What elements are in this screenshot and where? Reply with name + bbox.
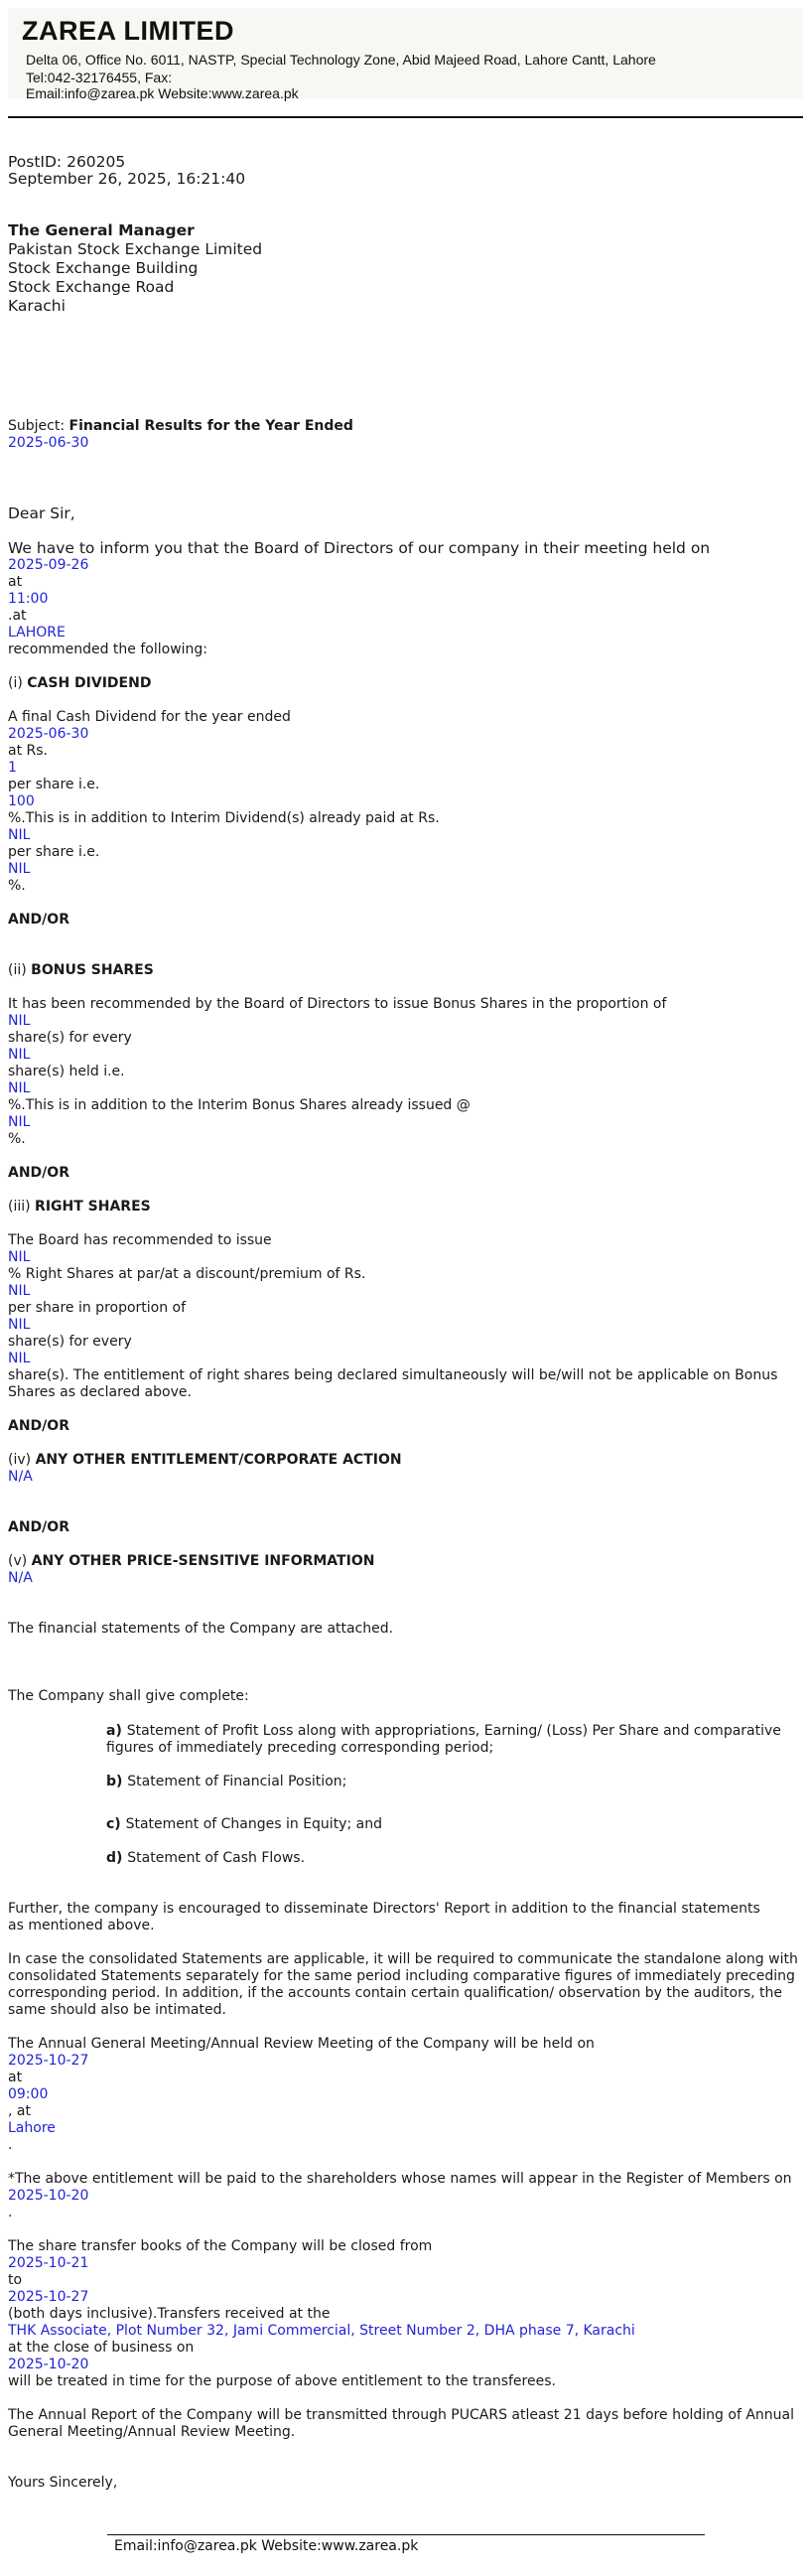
recipient-line-1: Pakistan Stock Exchange Limited xyxy=(8,240,263,258)
section-number: (iv) xyxy=(8,1452,36,1468)
further-line-1: Further, the company is encouraged to disseminate Directors' Report in addition to the financial statements xyxy=(8,1901,760,1917)
section-title: CASH DIVIDEND xyxy=(27,675,152,691)
transfer-agent-address: THK Associate, Plot Number 32, Jami Commercial, Street Number 2, DHA phase 7, Karachi xyxy=(8,2323,635,2339)
andor-1: AND/OR xyxy=(8,912,69,928)
subject-line xyxy=(8,418,353,434)
book-closure-close-date: 2025-10-20 xyxy=(8,2357,89,2372)
intro-at: at xyxy=(8,574,23,590)
company-address: Delta 06, Office No. 6011, NASTP, Special Technology Zone, Abid Majeed Road, Lahore Cantt, Lahore xyxy=(26,52,656,68)
meeting-place: LAHORE xyxy=(8,625,66,641)
cash-dividend-interim-rs: NIL xyxy=(8,827,31,843)
consolidated-line-2: consolidated Statements separately for the same period including comparative figures of immediately preceding xyxy=(8,1968,795,1984)
right-line-1: The Board has recommended to issue xyxy=(8,1232,272,1248)
right-line-5: share(s). The entitlement of right shares being declared simultaneously will be/will not be applicable on Bonus xyxy=(8,1367,778,1383)
right-line-2: % Right Shares at par/at a discount/premium of Rs. xyxy=(8,1266,366,1282)
agm-at: at xyxy=(8,2070,23,2085)
price-sensitive-value: N/A xyxy=(8,1570,33,1586)
bonus-value-2: NIL xyxy=(8,1047,31,1063)
cash-dividend-interim-text: %.This is in addition to Interim Dividend(s) already paid at Rs. xyxy=(8,810,440,826)
andor-3: AND/OR xyxy=(8,1418,69,1434)
cash-dividend-line: A final Cash Dividend for the year ended xyxy=(8,709,291,725)
right-value-2: NIL xyxy=(8,1283,31,1299)
section-other-entitlement xyxy=(8,1452,402,1468)
salutation: Dear Sir, xyxy=(8,504,75,522)
section-cash-dividend xyxy=(8,675,151,691)
right-line-3: per share in proportion of xyxy=(8,1300,187,1316)
meeting-date: 2025-09-26 xyxy=(8,557,89,573)
company-tel-fax: Tel:042-32176455, Fax: xyxy=(26,70,173,85)
book-closure-from: 2025-10-21 xyxy=(8,2255,89,2271)
intro-recommended: recommended the following: xyxy=(8,642,208,657)
section-title: RIGHT SHARES xyxy=(35,1199,151,1215)
statement-item-a-cont: figures of immediately preceding corresponding period; xyxy=(106,1740,494,1756)
further-line-2: as mentioned above. xyxy=(8,1918,155,1933)
book-closure-line: The share transfer books of the Company will be closed from xyxy=(8,2238,433,2254)
bonus-value-4: NIL xyxy=(8,1114,31,1130)
subject-date: 2025-06-30 xyxy=(8,435,89,451)
entitlement-line: *The above entitlement will be paid to the shareholders whose names will appear in the Register of Members on xyxy=(8,2171,792,2187)
statement-item-text: Statement of Cash Flows. xyxy=(127,1850,306,1866)
statement-item-b xyxy=(106,1774,346,1789)
agm-date: 2025-10-27 xyxy=(8,2053,89,2069)
annual-report-line-2: General Meeting/Annual Review Meeting. xyxy=(8,2424,296,2440)
right-line-6: Shares as declared above. xyxy=(8,1384,192,1400)
bonus-line: It has been recommended by the Board of Directors to issue Bonus Shares in the proportion of xyxy=(8,996,667,1012)
intro-at-place: .at xyxy=(8,608,27,624)
andor-4: AND/OR xyxy=(8,1519,69,1535)
section-number: (ii) xyxy=(8,962,32,978)
agm-line: The Annual General Meeting/Annual Review Meeting of the Company will be held on xyxy=(8,2036,595,2052)
andor-2: AND/OR xyxy=(8,1165,69,1181)
statement-item-c xyxy=(106,1816,382,1832)
statement-item-a xyxy=(106,1723,781,1739)
post-id: PostID: 260205 xyxy=(8,153,126,171)
consolidated-line-1: In case the consolidated Statements are applicable, it will be required to communicate the standalone along with xyxy=(8,1951,798,1967)
bonus-shares-for-every: share(s) for every xyxy=(8,1030,132,1046)
cash-dividend-interim-pct: NIL xyxy=(8,861,31,877)
cash-dividend-amount: 1 xyxy=(8,760,17,776)
footer-contact: Email:info@zarea.pk Website:www.zarea.pk xyxy=(114,2538,419,2554)
statement-item-d xyxy=(106,1850,305,1866)
cash-dividend-year-end: 2025-06-30 xyxy=(8,726,89,742)
book-closure-close-business: at the close of business on xyxy=(8,2340,195,2356)
book-closure-treated: will be treated in time for the purpose of above entitlement to the transferees. xyxy=(8,2373,556,2389)
section-bonus-shares xyxy=(8,962,154,978)
book-closure-to-label: to xyxy=(8,2272,23,2288)
statement-item-text: Statement of Profit Loss along with appropriations, Earning/ (Loss) Per Share and comparative xyxy=(126,1723,781,1739)
header-divider xyxy=(8,116,803,118)
intro-text: We have to inform you that the Board of Directors of our company in their meeting held on xyxy=(8,539,711,557)
cash-dividend-percent: 100 xyxy=(8,793,35,809)
cash-dividend-pct-end: %. xyxy=(8,878,26,894)
section-price-sensitive xyxy=(8,1553,374,1569)
consolidated-line-4: same should also be intimated. xyxy=(8,2002,226,2018)
recipient-line-3: Stock Exchange Road xyxy=(8,278,175,296)
statement-item-label: a) xyxy=(106,1723,127,1739)
book-closure-to: 2025-10-27 xyxy=(8,2289,89,2305)
other-entitlement-value: N/A xyxy=(8,1469,33,1485)
closing: Yours Sincerely, xyxy=(8,2475,118,2491)
letterhead xyxy=(8,8,803,99)
agm-at-place: , at xyxy=(8,2103,31,2119)
company-email-web: Email:info@zarea.pk Website:www.zarea.pk xyxy=(26,85,299,101)
section-right-shares xyxy=(8,1199,151,1215)
right-line-4: share(s) for every xyxy=(8,1334,132,1350)
recipient-title: The General Manager xyxy=(8,221,195,239)
statement-item-text: Statement of Changes in Equity; and xyxy=(125,1816,382,1832)
entitlement-end: . xyxy=(8,2205,13,2220)
bonus-value-1: NIL xyxy=(8,1013,31,1029)
bonus-pct-end: %. xyxy=(8,1131,26,1147)
section-title: BONUS SHARES xyxy=(31,962,154,978)
recipient-line-2: Stock Exchange Building xyxy=(8,259,199,277)
cash-dividend-at-rs: at Rs. xyxy=(8,743,48,759)
statement-item-text: Statement of Financial Position; xyxy=(127,1774,347,1789)
subject-label: Subject: xyxy=(8,418,69,434)
right-value-4: NIL xyxy=(8,1351,31,1366)
recipient-line-4: Karachi xyxy=(8,297,66,315)
statements-give-complete: The Company shall give complete: xyxy=(8,1688,249,1704)
section-title: ANY OTHER ENTITLEMENT/CORPORATE ACTION xyxy=(35,1452,402,1468)
right-value-1: NIL xyxy=(8,1249,31,1265)
statement-item-label: c) xyxy=(106,1816,126,1832)
post-datetime: September 26, 2025, 16:21:40 xyxy=(8,170,246,188)
right-value-3: NIL xyxy=(8,1317,31,1333)
statements-attached: The financial statements of the Company are attached. xyxy=(8,1621,394,1637)
meeting-time: 11:00 xyxy=(8,591,49,607)
subject-text: Financial Results for the Year Ended xyxy=(68,418,353,434)
statement-item-label: b) xyxy=(106,1774,128,1789)
section-number: (iii) xyxy=(8,1199,36,1215)
company-name: ZAREA LIMITED xyxy=(22,16,234,46)
cash-dividend-per-share: per share i.e. xyxy=(8,777,100,792)
bonus-held-ie: share(s) held i.e. xyxy=(8,1064,125,1079)
agm-place: Lahore xyxy=(8,2120,56,2136)
annual-report-line-1: The Annual Report of the Company will be transmitted through PUCARS atleast 21 days before holding of Annual xyxy=(8,2407,794,2423)
book-closure-received: (both days inclusive).Transfers received at the xyxy=(8,2306,331,2322)
section-number: (i) xyxy=(8,675,28,691)
consolidated-line-3: corresponding period. In addition, if the accounts contain certain qualification/ observation by the auditors, the xyxy=(8,1985,783,2001)
entitlement-date: 2025-10-20 xyxy=(8,2188,89,2204)
bonus-value-3: NIL xyxy=(8,1080,31,1096)
section-number: (v) xyxy=(8,1553,32,1569)
section-title: ANY OTHER PRICE-SENSITIVE INFORMATION xyxy=(31,1553,375,1569)
footer-divider xyxy=(107,2534,705,2535)
cash-dividend-per-share-2: per share i.e. xyxy=(8,844,100,860)
agm-end: . xyxy=(8,2137,13,2153)
bonus-interim-text: %.This is in addition to the Interim Bonus Shares already issued @ xyxy=(8,1097,471,1113)
statement-item-label: d) xyxy=(106,1850,128,1866)
agm-time: 09:00 xyxy=(8,2086,49,2102)
